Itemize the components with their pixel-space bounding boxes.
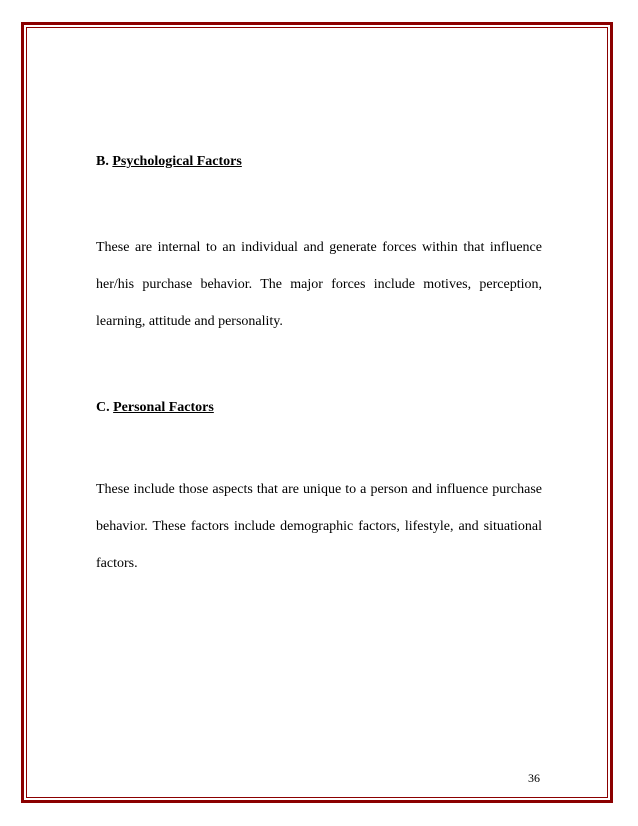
section-b-prefix: B. <box>96 154 113 169</box>
page-number: 36 <box>528 771 540 785</box>
section-b-heading <box>96 154 242 170</box>
section-b-body: These are internal to an individual and generate forces within that influence her/his purchase behavior. The major forces include motives, perception, learning, attitude and personality. <box>96 240 542 329</box>
section-c-title: Personal Factors <box>113 400 214 415</box>
section-b-title: Psychological Factors <box>112 154 242 169</box>
section-c-prefix: C. <box>96 400 114 415</box>
section-c-heading <box>96 400 214 416</box>
section-c-body: These include those aspects that are unique to a person and influence purchase behavior. These factors include demographic factors, lifestyle, and situational factors. <box>96 482 542 571</box>
